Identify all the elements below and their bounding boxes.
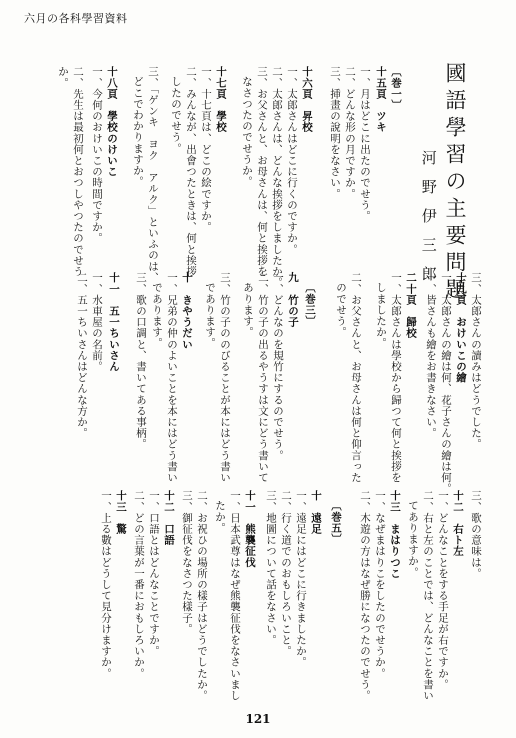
- question-line: であります。: [151, 282, 164, 349]
- question-line: 一、遠足にはどこに行きましたか。: [295, 490, 308, 668]
- question-line: 一、上る數はどうして見分けますか。: [100, 490, 113, 679]
- question-line: たか。: [214, 500, 227, 534]
- question-line: したのでせう。: [170, 76, 183, 154]
- question-line: てありますか。: [407, 500, 420, 578]
- section-heading: 十一 五一ちいさん: [108, 272, 121, 372]
- question-line: 三、歌の意味は。: [470, 490, 483, 579]
- section-heading: 十 きやうだい: [181, 272, 194, 350]
- section-heading: 十九頁 おけいこの繪: [455, 272, 468, 383]
- question-line: 一、今何のおけいこの時間ですか。: [91, 66, 104, 244]
- question-line: 二、どんな形の月ですか。: [344, 66, 357, 200]
- section-heading: 十 遠足: [310, 490, 323, 535]
- section-heading: 十三 驚: [115, 490, 128, 535]
- question-line: 一、十七頁は、どこの絵ですか。: [200, 66, 213, 233]
- question-line: 一、兄弟の仲のよいことを本にはどう書い: [166, 272, 179, 483]
- question-line: 一、水車屋の名前。: [91, 272, 104, 372]
- question-line: どこでわかりますか。: [132, 76, 145, 187]
- question-line: 二、みんなが、出會つたときは、何と挨拶: [185, 66, 198, 277]
- question-line: 二、行く道でのおもしろいこと。: [280, 490, 293, 657]
- section-heading: 十二 口語: [163, 490, 176, 546]
- author-name: 河野伊三郎: [419, 150, 438, 295]
- question-line: しましたか。: [375, 282, 388, 349]
- question-line: 三、竹の子ののびることが本にはどう書い: [219, 272, 232, 483]
- section-heading: 十八頁 學校のけいこ: [106, 66, 119, 177]
- question-line: 一、月はどこに出たのでせう。: [359, 66, 372, 222]
- question-line: 一、太郎さんはどこに行くのですか。: [286, 66, 299, 255]
- question-line: 三、御征伐をなさつた樣子。: [181, 490, 194, 635]
- section-heading: 十三 まはりつこ: [389, 490, 402, 579]
- question-line: か。: [57, 66, 70, 89]
- question-line: 二、お父さんと、お母さんは何と仰言った: [350, 272, 363, 483]
- question-line: なさつたのでせうか。: [241, 76, 254, 187]
- running-head: 六月の各科學習資料: [24, 12, 128, 25]
- question-line: 一、太郎さんは學校から歸つて何と挨拶を: [390, 272, 403, 483]
- question-line: 二、太郎さんは、どんな挨拶をしましたか。: [271, 66, 284, 288]
- question-line: 一、なぜまはりこをしたのでせうか。: [374, 490, 387, 679]
- question-line: 一、日本武尊はなぜ熊襲征伐をなさいまし: [229, 490, 242, 701]
- question-line: 一、皆さんも繪をお書きなさい。: [425, 272, 438, 439]
- question-line: 一、どんなことをする手足が右ですか。: [437, 490, 450, 690]
- question-line: 二、右と左のことでは、どんなことを書い: [422, 490, 435, 701]
- question-line: 三、歌の口調と、書いてある事柄。: [135, 272, 148, 450]
- question-line: 一、太郎さんの繪は何、花子さんの繪は何。: [440, 272, 453, 494]
- volume-heading-3: 〔巻三〕: [304, 282, 317, 327]
- volume-heading-1: 〔巻一〕: [390, 66, 403, 111]
- question-line: 二、木遊の方はなぜ勝になつたのでせう。: [359, 490, 372, 701]
- question-line: のでせう。: [335, 282, 348, 338]
- section-heading: 九 竹の子: [287, 272, 300, 328]
- section-heading: 十二 右ト左: [452, 490, 465, 557]
- question-line: 二、先生は最初何とおつしやつたのでせう: [72, 66, 85, 277]
- question-line: であります。: [204, 282, 217, 349]
- section-heading: 二十頁 歸校: [405, 272, 418, 339]
- volume-heading-5: 〔巻五〕: [330, 500, 343, 545]
- page-number: 121: [245, 712, 271, 726]
- question-line: 三、「ゲンキ ヨク アルク」といふのは、: [147, 66, 160, 283]
- section-heading: 十五頁 ツキ: [375, 66, 388, 133]
- question-line: 三、挿畫の說明をなさい。: [329, 66, 342, 200]
- question-line: 二、どの言葉が一番におもしろいか。: [133, 490, 146, 679]
- article-title: 國語學習の主要問題: [443, 62, 468, 305]
- section-heading: 十七頁 學校: [215, 66, 228, 133]
- question-line: 一、口語とはどんなことですか。: [148, 490, 161, 657]
- question-line: あります。: [242, 282, 255, 338]
- question-line: 一、どんなのを規竹にするのでせう。: [272, 272, 285, 461]
- question-line: 二、竹の子の出るやうすは文にどう書いて: [257, 272, 270, 483]
- question-line: 二、お祝ひの場所の樣子はどうでしたか。: [196, 490, 209, 701]
- question-line: 三、お父さんと、お母さんは、何と挨拶を: [256, 66, 269, 277]
- question-line: 三、太郎さんの讀みはどうでした。: [470, 272, 483, 450]
- section-heading: 十一 熊襲征伐: [244, 490, 257, 568]
- question-line: 三、地圖について話をなさい。: [265, 490, 278, 646]
- section-heading: 十六頁 昇校: [301, 66, 314, 133]
- question-line: 二、五一ちいさんはどんな方か。: [76, 272, 89, 439]
